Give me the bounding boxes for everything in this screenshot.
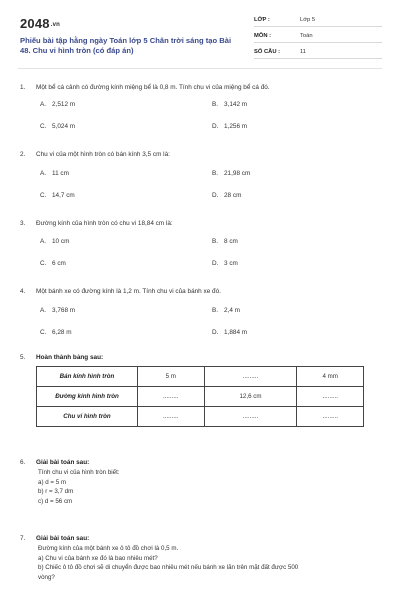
question-line: Đường kính của một bánh xe ô tô đồ chơi là 0,5 m. [38,545,179,552]
option-value: 6,28 m [52,329,72,336]
table-cell-blank[interactable]: ......... [204,407,297,427]
question-number: 1. [20,84,26,91]
option-d[interactable] [212,192,241,199]
worksheet-header [18,14,382,60]
option-letter: A. [40,101,47,108]
option-d[interactable] [212,329,247,336]
question-text: Một bể cá cảnh có đường kính miệng bể là 0,8 m. Tính chu vi của miệng bể cá đó. [36,84,270,91]
option-value: 21,98 cm [224,170,251,177]
question-line: b) Chiếc ô tô đồ chơi sẽ di chuyển được bao nhiêu mét nếu bánh xe lăn trên mặt đất được 500 [38,564,299,571]
option-value: 10 cm [52,238,70,245]
header-divider [18,68,382,69]
option-letter: C. [40,192,47,199]
option-a[interactable] [40,307,75,314]
option-letter: C. [40,260,47,267]
table-cell-blank[interactable]: ......... [138,387,205,407]
table-header-cell: Bán kính hình tròn [37,367,138,387]
option-d[interactable] [212,260,238,267]
question-number: 2. [20,151,26,158]
logo-text: 2048 [20,16,50,31]
option-a[interactable] [40,170,69,177]
option-letter: B. [212,170,219,177]
question-number: 3. [20,220,26,227]
table-cell-blank[interactable]: ......... [297,407,364,427]
table-header-cell: Đường kính hình tròn [37,387,138,407]
question-title: Giải bài toán sau: [36,459,90,466]
table-row [37,387,364,407]
option-a[interactable] [40,101,75,108]
question-text: Đường kính của hình tròn có chu vi 18,84 cm là: [36,220,173,227]
question-line: a) Chu vi của bánh xe đó là bao nhiêu mét? [38,554,158,562]
option-b[interactable] [212,170,250,177]
option-letter: C. [40,123,47,130]
option-letter: D. [212,329,219,336]
question-6-body [38,468,120,506]
option-letter: B. [212,307,219,314]
option-letter: D. [212,260,219,267]
table-row [37,407,364,427]
option-b[interactable] [212,101,247,108]
question-text: Một bánh xe có đường kính là 1,2 m. Tính chu vi của bánh xe đó. [36,288,221,295]
table-cell-blank[interactable]: ......... [204,367,297,387]
option-value: 2,512 m [52,101,76,108]
meta-value: Toán [300,33,313,39]
option-value: 6 cm [52,260,66,267]
question-line: Tính chu vi của hình tròn biết: [38,469,120,476]
option-value: 3,768 m [52,307,76,314]
question-line: a) d = 5 m [38,478,67,486]
option-letter: D. [212,192,219,199]
question-number: 6. [20,459,26,466]
question-number: 7. [20,535,26,542]
circle-table [36,366,364,427]
site-logo[interactable] [20,16,60,31]
worksheet-title: Phiếu bài tập hằng ngày Toán lớp 5 Chân trời sáng tạo Bài 48. Chu vi hình tròn (có đáp án) [20,36,232,55]
option-letter: C. [40,329,47,336]
option-c[interactable] [40,192,75,199]
option-value: 5,024 m [52,123,76,130]
logo-suffix: .vn [50,21,61,28]
option-c[interactable] [40,260,66,267]
option-value: 28 cm [224,192,242,199]
option-value: 14,7 cm [52,192,75,199]
question-number: 4. [20,288,26,295]
option-value: 11 cm [52,170,69,177]
meta-subject [254,30,382,43]
meta-key: LỚP : [254,17,270,23]
option-b[interactable] [212,307,240,314]
option-letter: B. [212,238,219,245]
table-cell-blank[interactable]: ......... [138,407,205,427]
table-cell-blank[interactable]: ......... [297,387,364,407]
option-value: 3,142 m [224,101,248,108]
option-letter: A. [40,170,47,177]
option-value: 2,4 m [224,307,240,314]
question-title: Hoàn thành bảng sau: [36,354,104,361]
meta-value: 11 [300,49,307,55]
meta-class [254,14,382,27]
question-number: 5. [20,354,26,361]
table-cell: 4 mm [297,367,364,387]
question-line: vòng? [38,573,55,581]
option-value: 1,884 m [224,329,248,336]
option-value: 8 cm [224,238,238,245]
question-title: Giải bài toán sau: [36,535,90,542]
option-c[interactable] [40,123,75,130]
table-cell: 12,6 cm [204,387,297,407]
option-b[interactable] [212,238,238,245]
option-value: 1,256 m [224,123,248,130]
meta-key: MÔN : [254,33,272,39]
question-line: b) r = 3,7 dm [38,488,74,495]
option-letter: D. [212,123,219,130]
option-d[interactable] [212,123,247,130]
question-7-body [38,544,382,582]
option-value: 3 cm [224,260,238,267]
option-c[interactable] [40,329,72,336]
table-row [37,367,364,387]
table-header-cell: Chu vi hình tròn [37,407,138,427]
meta-key: SỐ CÂU : [254,49,281,55]
meta-question-count [254,46,382,59]
option-letter: A. [40,238,47,245]
option-a[interactable] [40,238,69,245]
meta-value: Lớp 5 [300,17,316,23]
question-line: c) d = 56 cm [38,497,73,505]
option-letter: B. [212,101,219,108]
question-text: Chu vi của một hình tròn có bán kính 3,5 cm là: [36,151,170,158]
table-cell: 5 m [138,367,205,387]
option-letter: A. [40,307,47,314]
